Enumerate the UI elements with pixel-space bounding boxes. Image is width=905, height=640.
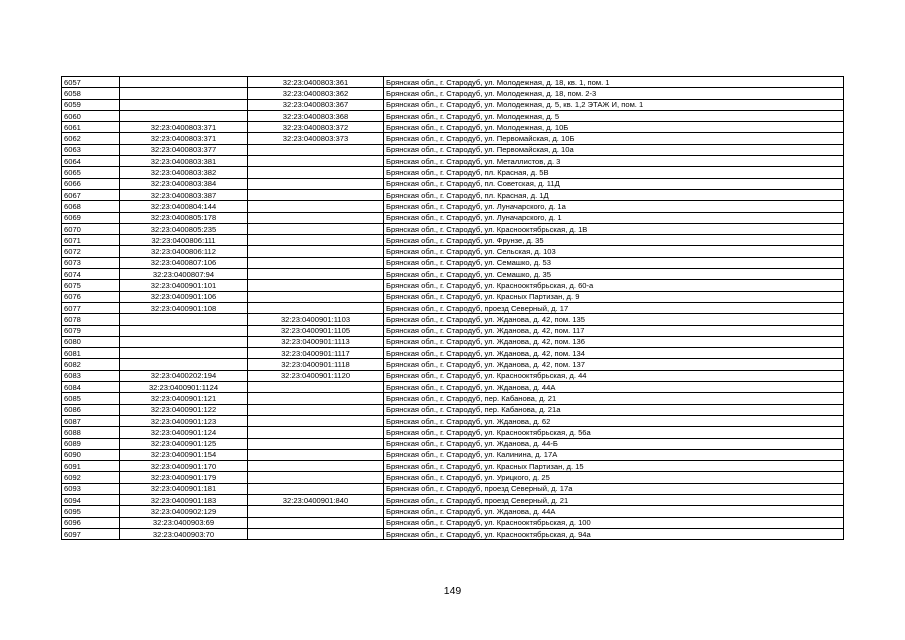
table-row xyxy=(62,167,844,178)
table-row xyxy=(62,122,844,133)
related-cadastral-number-cell: 32:23:0400901:840 xyxy=(248,494,384,505)
address-cell: Брянская обл., г. Стародуб, пл. Красная, д. 1Д xyxy=(384,189,844,200)
cadastral-number-cell: 32:23:0400903:69 xyxy=(120,517,248,528)
registry-table-body xyxy=(62,77,844,540)
row-number-cell: 6079 xyxy=(62,325,120,336)
row-number-cell: 6094 xyxy=(62,494,120,505)
cadastral-number-cell: 32:23:0400805:178 xyxy=(120,212,248,223)
row-number-cell: 6059 xyxy=(62,99,120,110)
table-row xyxy=(62,77,844,88)
related-cadastral-number-cell xyxy=(248,449,384,460)
table-row xyxy=(62,189,844,200)
related-cadastral-number-cell xyxy=(248,472,384,483)
cadastral-number-cell: 32:23:0400804:144 xyxy=(120,201,248,212)
table-row xyxy=(62,212,844,223)
address-cell: Брянская обл., г. Стародуб, ул. Луначарского, д. 1а xyxy=(384,201,844,212)
row-number-cell: 6070 xyxy=(62,223,120,234)
table-row xyxy=(62,156,844,167)
address-cell: Брянская обл., г. Стародуб, ул. Жданова, д. 42, пом. 117 xyxy=(384,325,844,336)
address-cell: Брянская обл., г. Стародуб, ул. Молодежная, д. 10Б xyxy=(384,122,844,133)
cadastral-number-cell xyxy=(120,314,248,325)
row-number-cell: 6081 xyxy=(62,348,120,359)
table-row xyxy=(62,382,844,393)
table-row xyxy=(62,302,844,313)
address-cell: Брянская обл., г. Стародуб, ул. Луначарского, д. 1 xyxy=(384,212,844,223)
table-row xyxy=(62,472,844,483)
table-row xyxy=(62,99,844,110)
address-cell: Брянская обл., г. Стародуб, ул. Жданова, д. 44А xyxy=(384,382,844,393)
row-number-cell: 6096 xyxy=(62,517,120,528)
row-number-cell: 6061 xyxy=(62,122,120,133)
address-cell: Брянская обл., г. Стародуб, пл. Красная, д. 5В xyxy=(384,167,844,178)
cadastral-number-cell: 32:23:0400902:129 xyxy=(120,506,248,517)
address-cell: Брянская обл., г. Стародуб, проезд Северный, д. 21 xyxy=(384,494,844,505)
cadastral-number-cell: 32:23:0400901:122 xyxy=(120,404,248,415)
related-cadastral-number-cell xyxy=(248,393,384,404)
table-row xyxy=(62,314,844,325)
related-cadastral-number-cell xyxy=(248,257,384,268)
address-cell: Брянская обл., г. Стародуб, ул. Калинина, д. 17А xyxy=(384,449,844,460)
table-row xyxy=(62,427,844,438)
related-cadastral-number-cell xyxy=(248,404,384,415)
address-cell: Брянская обл., г. Стародуб, ул. Жданова, д. 44-Б xyxy=(384,438,844,449)
related-cadastral-number-cell: 32:23:0400901:1120 xyxy=(248,370,384,381)
cadastral-number-cell: 32:23:0400806:112 xyxy=(120,246,248,257)
table-row xyxy=(62,494,844,505)
cadastral-number-cell: 32:23:0400803:377 xyxy=(120,144,248,155)
related-cadastral-number-cell xyxy=(248,415,384,426)
row-number-cell: 6095 xyxy=(62,506,120,517)
cadastral-number-cell: 32:23:0400901:108 xyxy=(120,302,248,313)
related-cadastral-number-cell: 32:23:0400803:368 xyxy=(248,110,384,121)
cadastral-number-cell: 32:23:0400901:181 xyxy=(120,483,248,494)
cadastral-number-cell: 32:23:0400901:101 xyxy=(120,280,248,291)
address-cell: Брянская обл., г. Стародуб, ул. Краснооктябрьская, д. 60-а xyxy=(384,280,844,291)
address-cell: Брянская обл., г. Стародуб, проезд Северный, д. 17а xyxy=(384,483,844,494)
related-cadastral-number-cell: 32:23:0400901:1103 xyxy=(248,314,384,325)
related-cadastral-number-cell xyxy=(248,246,384,257)
row-number-cell: 6074 xyxy=(62,269,120,280)
table-row xyxy=(62,483,844,494)
address-cell: Брянская обл., г. Стародуб, ул. Краснооктябрьская, д. 44 xyxy=(384,370,844,381)
related-cadastral-number-cell xyxy=(248,201,384,212)
related-cadastral-number-cell xyxy=(248,291,384,302)
row-number-cell: 6077 xyxy=(62,302,120,313)
registry-table xyxy=(61,76,844,540)
table-row xyxy=(62,336,844,347)
address-cell: Брянская обл., г. Стародуб, пл. Советская, д. 11Д xyxy=(384,178,844,189)
address-cell: Брянская обл., г. Стародуб, ул. Сельская, д. 103 xyxy=(384,246,844,257)
row-number-cell: 6082 xyxy=(62,359,120,370)
cadastral-number-cell: 32:23:0400901:125 xyxy=(120,438,248,449)
row-number-cell: 6058 xyxy=(62,88,120,99)
cadastral-number-cell xyxy=(120,77,248,88)
cadastral-number-cell: 32:23:0400901:170 xyxy=(120,461,248,472)
cadastral-number-cell: 32:23:0400806:111 xyxy=(120,235,248,246)
cadastral-number-cell xyxy=(120,99,248,110)
row-number-cell: 6084 xyxy=(62,382,120,393)
row-number-cell: 6073 xyxy=(62,257,120,268)
table-row xyxy=(62,348,844,359)
table-row xyxy=(62,178,844,189)
row-number-cell: 6097 xyxy=(62,528,120,539)
cadastral-number-cell xyxy=(120,110,248,121)
row-number-cell: 6087 xyxy=(62,415,120,426)
address-cell: Брянская обл., г. Стародуб, ул. Красных Партизан, д. 9 xyxy=(384,291,844,302)
row-number-cell: 6068 xyxy=(62,201,120,212)
address-cell: Брянская обл., г. Стародуб, ул. Краснооктябрьская, д. 1В xyxy=(384,223,844,234)
related-cadastral-number-cell: 32:23:0400901:1113 xyxy=(248,336,384,347)
cadastral-number-cell: 32:23:0400807:94 xyxy=(120,269,248,280)
cadastral-number-cell: 32:23:0400202:194 xyxy=(120,370,248,381)
row-number-cell: 6089 xyxy=(62,438,120,449)
address-cell: Брянская обл., г. Стародуб, ул. Краснооктябрьская, д. 94а xyxy=(384,528,844,539)
cadastral-number-cell xyxy=(120,88,248,99)
address-cell: Брянская обл., г. Стародуб, ул. Краснооктябрьская, д. 56а xyxy=(384,427,844,438)
table-row xyxy=(62,528,844,539)
row-number-cell: 6066 xyxy=(62,178,120,189)
row-number-cell: 6088 xyxy=(62,427,120,438)
address-cell: Брянская обл., г. Стародуб, ул. Молодежная, д. 5 xyxy=(384,110,844,121)
row-number-cell: 6067 xyxy=(62,189,120,200)
related-cadastral-number-cell: 32:23:0400803:362 xyxy=(248,88,384,99)
row-number-cell: 6092 xyxy=(62,472,120,483)
address-cell: Брянская обл., г. Стародуб, ул. Урицкого, д. 25 xyxy=(384,472,844,483)
related-cadastral-number-cell xyxy=(248,156,384,167)
address-cell: Брянская обл., г. Стародуб, ул. Жданова, д. 44А xyxy=(384,506,844,517)
address-cell: Брянская обл., г. Стародуб, ул. Металлистов, д. 3 xyxy=(384,156,844,167)
cadastral-number-cell xyxy=(120,359,248,370)
related-cadastral-number-cell xyxy=(248,506,384,517)
cadastral-number-cell: 32:23:0400803:382 xyxy=(120,167,248,178)
address-cell: Брянская обл., г. Стародуб, проезд Северный, д. 17 xyxy=(384,302,844,313)
table-row xyxy=(62,133,844,144)
table-row xyxy=(62,404,844,415)
address-cell: Брянская обл., г. Стародуб, ул. Первомайская, д. 10Б xyxy=(384,133,844,144)
related-cadastral-number-cell xyxy=(248,269,384,280)
cadastral-number-cell: 32:23:0400803:371 xyxy=(120,122,248,133)
page-number: 149 xyxy=(443,585,462,597)
row-number-cell: 6083 xyxy=(62,370,120,381)
related-cadastral-number-cell xyxy=(248,212,384,223)
table-row xyxy=(62,88,844,99)
table-row xyxy=(62,144,844,155)
address-cell: Брянская обл., г. Стародуб, пер. Кабанова, д. 21а xyxy=(384,404,844,415)
cadastral-number-cell: 32:23:0400901:124 xyxy=(120,427,248,438)
table-row xyxy=(62,438,844,449)
cadastral-number-cell: 32:23:0400901:183 xyxy=(120,494,248,505)
cadastral-number-cell: 32:23:0400807:106 xyxy=(120,257,248,268)
row-number-cell: 6060 xyxy=(62,110,120,121)
related-cadastral-number-cell: 32:23:0400803:373 xyxy=(248,133,384,144)
address-cell: Брянская обл., г. Стародуб, ул. Молодежная, д. 5, кв. 1,2 ЭТАЖ И, пом. 1 xyxy=(384,99,844,110)
related-cadastral-number-cell xyxy=(248,517,384,528)
row-number-cell: 6075 xyxy=(62,280,120,291)
related-cadastral-number-cell xyxy=(248,189,384,200)
related-cadastral-number-cell xyxy=(248,223,384,234)
address-cell: Брянская обл., г. Стародуб, ул. Жданова, д. 42, пом. 134 xyxy=(384,348,844,359)
related-cadastral-number-cell xyxy=(248,178,384,189)
address-cell: Брянская обл., г. Стародуб, ул. Жданова, д. 42, пом. 135 xyxy=(384,314,844,325)
cadastral-number-cell xyxy=(120,325,248,336)
related-cadastral-number-cell xyxy=(248,528,384,539)
related-cadastral-number-cell xyxy=(248,167,384,178)
related-cadastral-number-cell: 32:23:0400901:1118 xyxy=(248,359,384,370)
address-cell: Брянская обл., г. Стародуб, ул. Краснооктябрьская, д. 100 xyxy=(384,517,844,528)
address-cell: Брянская обл., г. Стародуб, ул. Жданова, д. 62 xyxy=(384,415,844,426)
table-row xyxy=(62,370,844,381)
row-number-cell: 6086 xyxy=(62,404,120,415)
cadastral-number-cell: 32:23:0400903:70 xyxy=(120,528,248,539)
related-cadastral-number-cell: 32:23:0400803:372 xyxy=(248,122,384,133)
address-cell: Брянская обл., г. Стародуб, ул. Молодежная, д. 18, пом. 2-3 xyxy=(384,88,844,99)
cadastral-number-cell: 32:23:0400805:235 xyxy=(120,223,248,234)
related-cadastral-number-cell xyxy=(248,235,384,246)
row-number-cell: 6091 xyxy=(62,461,120,472)
table-row xyxy=(62,235,844,246)
table-row xyxy=(62,325,844,336)
cadastral-number-cell: 32:23:0400901:106 xyxy=(120,291,248,302)
related-cadastral-number-cell xyxy=(248,483,384,494)
cadastral-number-cell: 32:23:0400803:381 xyxy=(120,156,248,167)
related-cadastral-number-cell xyxy=(248,382,384,393)
table-row xyxy=(62,280,844,291)
cadastral-number-cell xyxy=(120,348,248,359)
row-number-cell: 6080 xyxy=(62,336,120,347)
row-number-cell: 6071 xyxy=(62,235,120,246)
address-cell: Брянская обл., г. Стародуб, ул. Семашко, д. 35 xyxy=(384,269,844,280)
row-number-cell: 6090 xyxy=(62,449,120,460)
table-row xyxy=(62,257,844,268)
row-number-cell: 6065 xyxy=(62,167,120,178)
row-number-cell: 6093 xyxy=(62,483,120,494)
row-number-cell: 6064 xyxy=(62,156,120,167)
address-cell: Брянская обл., г. Стародуб, ул. Фрунзе, д. 35 xyxy=(384,235,844,246)
table-row xyxy=(62,461,844,472)
related-cadastral-number-cell xyxy=(248,461,384,472)
row-number-cell: 6062 xyxy=(62,133,120,144)
row-number-cell: 6069 xyxy=(62,212,120,223)
address-cell: Брянская обл., г. Стародуб, ул. Первомайская, д. 10а xyxy=(384,144,844,155)
row-number-cell: 6076 xyxy=(62,291,120,302)
table-row xyxy=(62,269,844,280)
address-cell: Брянская обл., г. Стародуб, ул. Жданова, д. 42, пом. 137 xyxy=(384,359,844,370)
table-row xyxy=(62,291,844,302)
cadastral-number-cell: 32:23:0400803:371 xyxy=(120,133,248,144)
table-row xyxy=(62,246,844,257)
cadastral-number-cell xyxy=(120,336,248,347)
cadastral-number-cell: 32:23:0400901:154 xyxy=(120,449,248,460)
cadastral-number-cell: 32:23:0400803:384 xyxy=(120,178,248,189)
cadastral-number-cell: 32:23:0400901:1124 xyxy=(120,382,248,393)
table-row xyxy=(62,449,844,460)
table-row xyxy=(62,110,844,121)
table-row xyxy=(62,415,844,426)
address-cell: Брянская обл., г. Стародуб, ул. Красных Партизан, д. 15 xyxy=(384,461,844,472)
related-cadastral-number-cell: 32:23:0400901:1105 xyxy=(248,325,384,336)
table-row xyxy=(62,506,844,517)
related-cadastral-number-cell: 32:23:0400803:367 xyxy=(248,99,384,110)
address-cell: Брянская обл., г. Стародуб, ул. Молодежная, д. 18, кв. 1, пом. 1 xyxy=(384,77,844,88)
row-number-cell: 6072 xyxy=(62,246,120,257)
cadastral-number-cell: 32:23:0400901:121 xyxy=(120,393,248,404)
row-number-cell: 6057 xyxy=(62,77,120,88)
related-cadastral-number-cell xyxy=(248,427,384,438)
related-cadastral-number-cell xyxy=(248,302,384,313)
related-cadastral-number-cell: 32:23:0400901:1117 xyxy=(248,348,384,359)
table-row xyxy=(62,201,844,212)
related-cadastral-number-cell xyxy=(248,144,384,155)
address-cell: Брянская обл., г. Стародуб, ул. Семашко, д. 53 xyxy=(384,257,844,268)
cadastral-number-cell: 32:23:0400803:387 xyxy=(120,189,248,200)
row-number-cell: 6085 xyxy=(62,393,120,404)
table-row xyxy=(62,359,844,370)
table-row xyxy=(62,393,844,404)
related-cadastral-number-cell xyxy=(248,438,384,449)
cadastral-number-cell: 32:23:0400901:179 xyxy=(120,472,248,483)
table-row xyxy=(62,223,844,234)
address-cell: Брянская обл., г. Стародуб, пер. Кабанова, д. 21 xyxy=(384,393,844,404)
row-number-cell: 6078 xyxy=(62,314,120,325)
related-cadastral-number-cell xyxy=(248,280,384,291)
cadastral-number-cell: 32:23:0400901:123 xyxy=(120,415,248,426)
table-row xyxy=(62,517,844,528)
row-number-cell: 6063 xyxy=(62,144,120,155)
related-cadastral-number-cell: 32:23:0400803:361 xyxy=(248,77,384,88)
address-cell: Брянская обл., г. Стародуб, ул. Жданова, д. 42, пом. 136 xyxy=(384,336,844,347)
